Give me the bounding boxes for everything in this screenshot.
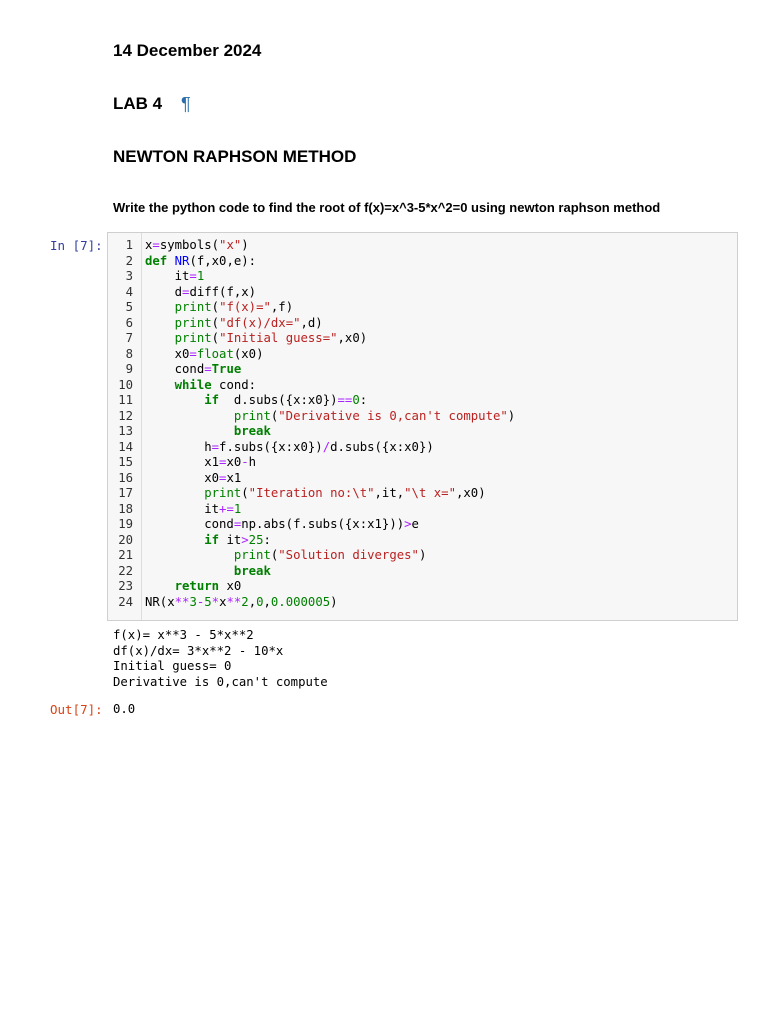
line-numbers bbox=[108, 238, 133, 610]
code-token: while bbox=[174, 377, 212, 392]
line-number: 14 bbox=[118, 439, 133, 454]
lab-heading: LAB 4 bbox=[113, 94, 163, 113]
line-number: 8 bbox=[125, 346, 133, 361]
code-token: - bbox=[241, 455, 249, 469]
code-token: , bbox=[248, 594, 257, 609]
code-token: 0 bbox=[256, 594, 264, 609]
code-token: (f,x0,e): bbox=[189, 253, 257, 268]
code-token: > bbox=[404, 517, 412, 531]
code-token: break bbox=[233, 424, 271, 438]
line-number: 17 bbox=[118, 486, 133, 500]
line-number: 15 bbox=[118, 455, 133, 469]
code-token: ,it, bbox=[374, 486, 405, 500]
code-token: 1 bbox=[233, 501, 242, 516]
code-token: ( bbox=[211, 315, 220, 330]
code-token bbox=[145, 393, 204, 407]
code-token: print bbox=[174, 315, 212, 330]
code-token: float bbox=[196, 346, 234, 361]
code-token: 3 bbox=[189, 594, 197, 609]
code-token: NR bbox=[174, 253, 190, 268]
code-token: ) bbox=[418, 548, 427, 562]
code-cell[interactable] bbox=[107, 232, 738, 621]
code-token: ,x0) bbox=[455, 486, 486, 500]
line-number: 19 bbox=[118, 517, 133, 531]
code-token: - bbox=[196, 594, 205, 609]
code-token: = bbox=[189, 346, 197, 361]
code-token: "\t x=" bbox=[404, 486, 456, 500]
stdout-line: df(x)/dx= 3*x**2 - 10*x bbox=[113, 643, 284, 658]
line-number: 10 bbox=[118, 377, 133, 392]
cell-stdout bbox=[113, 628, 328, 690]
line-number: 9 bbox=[125, 362, 133, 376]
code-token: 25 bbox=[248, 532, 264, 547]
code-line bbox=[145, 378, 515, 394]
output-value: 0.0 bbox=[113, 702, 136, 716]
line-number: 4 bbox=[125, 284, 133, 299]
code-token: x bbox=[219, 594, 227, 609]
code-token: break bbox=[233, 563, 271, 578]
code-token: ) bbox=[330, 594, 338, 609]
code-token bbox=[145, 486, 204, 500]
code-token bbox=[145, 331, 175, 345]
line-number: 5 bbox=[125, 300, 133, 314]
date-heading: 14 December 2024 bbox=[113, 41, 262, 60]
line-number: 11 bbox=[118, 393, 133, 407]
code-token: ( bbox=[270, 548, 279, 562]
code-token: print bbox=[233, 408, 271, 423]
code-line bbox=[145, 595, 515, 611]
stdout-line: Initial guess= 0 bbox=[113, 659, 232, 673]
code-token: : bbox=[263, 532, 271, 547]
code-token: d.subs({x:x0}) bbox=[330, 439, 434, 454]
output-prompt: Out[7]: bbox=[50, 702, 103, 717]
line-number: 7 bbox=[125, 331, 133, 345]
code-token: / bbox=[322, 439, 331, 454]
code-token bbox=[145, 424, 234, 438]
stdout-line: Derivative is 0,can't compute bbox=[113, 674, 328, 689]
code-token bbox=[145, 316, 175, 330]
code-token: x0 bbox=[219, 579, 242, 593]
code-token: print bbox=[174, 331, 212, 345]
code-token: if bbox=[204, 393, 220, 407]
line-number: 6 bbox=[125, 315, 133, 330]
code-token: if bbox=[204, 532, 220, 547]
code-token: "df(x)/dx=" bbox=[219, 315, 301, 330]
code-line bbox=[145, 393, 515, 409]
code-token: ( bbox=[211, 300, 220, 314]
code-line bbox=[145, 440, 515, 456]
anchor-link-icon[interactable]: ¶ bbox=[181, 94, 191, 114]
code-token: ,x0) bbox=[337, 331, 368, 345]
code-token: * bbox=[211, 594, 220, 609]
code-token bbox=[145, 378, 175, 392]
code-token: f.subs({x:x0}) bbox=[219, 439, 323, 454]
code-token: 5 bbox=[204, 594, 212, 609]
code-line bbox=[145, 548, 515, 564]
code-line bbox=[145, 347, 515, 363]
code-token: x bbox=[145, 238, 153, 252]
code-token: h bbox=[145, 439, 212, 454]
code-token: return bbox=[174, 579, 220, 593]
line-number: 2 bbox=[125, 253, 133, 268]
code-token: x0 bbox=[145, 470, 220, 485]
code-line bbox=[145, 269, 515, 285]
code-token: it bbox=[219, 532, 242, 547]
code-token bbox=[145, 548, 234, 562]
code-token: : bbox=[359, 393, 368, 407]
code-token: cond bbox=[145, 517, 234, 531]
code-line bbox=[145, 238, 515, 254]
code-token: print bbox=[233, 548, 271, 562]
code-token: = bbox=[182, 284, 190, 299]
code-token: = bbox=[152, 238, 160, 252]
code-token: "Initial guess=" bbox=[219, 331, 338, 345]
code-token: ** bbox=[174, 594, 190, 609]
code-token: ( bbox=[270, 408, 279, 423]
code-line bbox=[145, 409, 515, 425]
code-line bbox=[145, 285, 515, 301]
code-token: x1 bbox=[145, 455, 220, 469]
code-token: e bbox=[411, 517, 419, 531]
stdout-line: f(x)= x**3 - 5*x**2 bbox=[113, 628, 254, 642]
code-line bbox=[145, 455, 515, 471]
section-title: NEWTON RAPHSON METHOD bbox=[113, 147, 357, 166]
code-token: ) bbox=[507, 408, 516, 423]
code-token: d.subs({x:x0}) bbox=[219, 393, 338, 407]
line-number: 18 bbox=[118, 501, 133, 516]
line-number: 12 bbox=[118, 408, 133, 423]
code-line bbox=[145, 502, 515, 518]
code-token: def bbox=[145, 253, 168, 268]
line-number: 20 bbox=[118, 532, 133, 547]
question-text: Write the python code to find the root of f(x)=x^3-5*x^2=0 using newton raphson method bbox=[113, 200, 661, 215]
code-line bbox=[145, 486, 515, 502]
code-token: symbols( bbox=[159, 238, 220, 252]
code-token bbox=[145, 409, 234, 423]
code-token: h bbox=[248, 455, 257, 469]
code-token: NR(x bbox=[145, 594, 175, 609]
code-token: True bbox=[211, 362, 242, 376]
code-token: > bbox=[241, 532, 249, 547]
code-token: it bbox=[145, 269, 190, 283]
code-token: it bbox=[145, 501, 220, 516]
code-token: = bbox=[211, 439, 220, 454]
code-line bbox=[145, 331, 515, 347]
code-token: "Solution diverges" bbox=[278, 548, 419, 562]
line-number: 3 bbox=[125, 269, 133, 283]
code-line bbox=[145, 316, 515, 332]
code-token: d bbox=[145, 284, 183, 299]
code-line bbox=[145, 533, 515, 549]
code-token: print bbox=[174, 300, 212, 314]
line-number: 23 bbox=[118, 579, 133, 593]
code-token: = bbox=[219, 455, 227, 469]
code-line bbox=[145, 362, 515, 378]
code-token: cond bbox=[145, 362, 205, 376]
code-token: ( bbox=[241, 486, 249, 500]
code-line bbox=[145, 300, 515, 316]
code-line bbox=[145, 471, 515, 487]
line-number: 22 bbox=[118, 563, 133, 578]
code-token: += bbox=[219, 501, 234, 516]
code-line bbox=[145, 564, 515, 580]
code-token: print bbox=[204, 486, 242, 500]
code-token: cond: bbox=[211, 377, 257, 392]
code-token: ( bbox=[211, 331, 220, 345]
line-number: 13 bbox=[118, 424, 133, 438]
code-token: x0 bbox=[226, 455, 242, 469]
line-number: 24 bbox=[118, 594, 133, 609]
code-token: x0 bbox=[145, 346, 190, 361]
code-token bbox=[167, 254, 174, 268]
code-token: "Derivative is 0,can't compute" bbox=[278, 408, 508, 423]
code-token: = bbox=[204, 362, 212, 376]
code-token: "x" bbox=[219, 238, 242, 252]
code-line bbox=[145, 579, 515, 595]
code-token: np.abs(f.subs({x:x1})) bbox=[241, 517, 405, 531]
code-token: ) bbox=[241, 238, 249, 252]
code-token: 2 bbox=[241, 594, 249, 609]
code-token: x1 bbox=[226, 470, 242, 485]
code-token: ,d) bbox=[300, 315, 323, 330]
code-token: 1 bbox=[196, 269, 205, 283]
code-token: ,f) bbox=[270, 300, 294, 314]
input-prompt: In [7]: bbox=[50, 238, 103, 253]
code-token bbox=[145, 533, 204, 547]
code-token: = bbox=[189, 269, 197, 283]
line-number: 16 bbox=[118, 470, 133, 485]
code-token: , bbox=[263, 594, 271, 609]
code-token: 0.000005 bbox=[270, 594, 331, 609]
code-token bbox=[145, 300, 175, 314]
code-token bbox=[145, 564, 234, 578]
code-line bbox=[145, 424, 515, 440]
code-token: (x0) bbox=[233, 346, 264, 361]
code-line bbox=[145, 254, 515, 270]
code-editor[interactable] bbox=[145, 238, 515, 610]
code-line bbox=[145, 517, 515, 533]
code-token: ** bbox=[226, 594, 242, 609]
code-token: = bbox=[219, 470, 227, 485]
code-token: "f(x)=" bbox=[219, 300, 271, 314]
line-number: 21 bbox=[118, 548, 133, 562]
line-number: 1 bbox=[125, 238, 133, 252]
code-token: = bbox=[233, 517, 242, 531]
code-token: == bbox=[337, 393, 353, 407]
code-token: "Iteration no:\t" bbox=[248, 486, 375, 500]
code-token bbox=[145, 579, 175, 593]
code-token: 0 bbox=[352, 393, 360, 407]
code-token: diff(f,x) bbox=[189, 284, 257, 299]
